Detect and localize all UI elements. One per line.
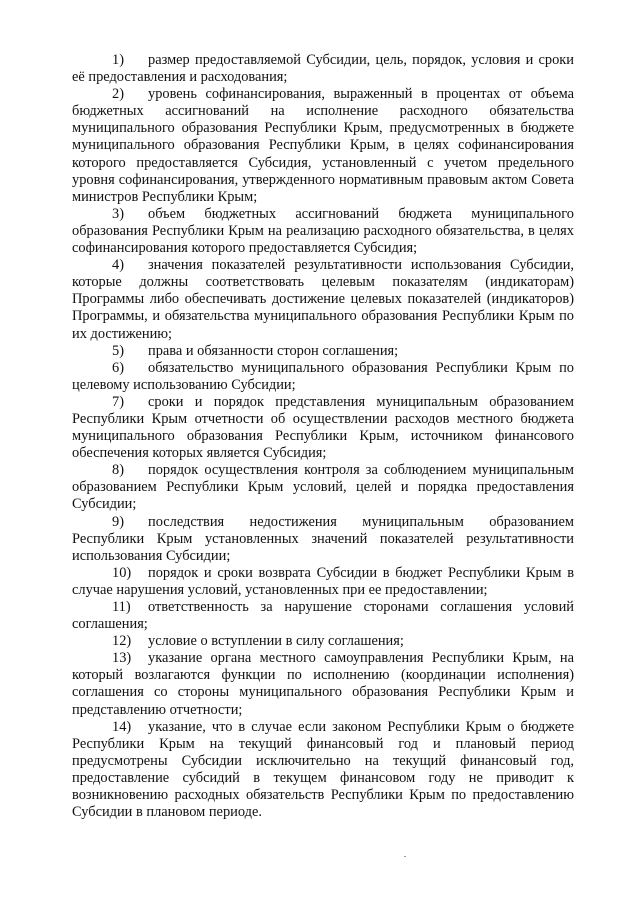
item-number: 14) (112, 718, 132, 735)
item-text: обязательство муниципального образования Республики Крым по целевому использованию Субсидии; (72, 359, 574, 393)
item-text: объем бюджетных ассигнований бюджета муниципального образования Республики Крым на реализацию расходного обязательства, в целях софинансирования которого предоставляется Субсидия; (72, 205, 574, 257)
scan-speck (404, 856, 406, 857)
list-item-2 (72, 86, 574, 206)
list-item-12 (72, 633, 574, 650)
item-number: 7) (112, 393, 124, 410)
item-text: указание органа местного самоуправления Республики Крым, на который возлагаются функции по исполнению (координации исполнения) соглашения со стороны муниципального образования Республики Крым и представлению отчетности; (72, 650, 574, 718)
item-number: 5) (112, 342, 124, 359)
item-text: порядок и сроки возврата Субсидии в бюджет Республики Крым в случае нарушения условий, установленных при ее предоставлении; (72, 564, 574, 598)
list-item-8 (72, 462, 574, 513)
item-text: уровень софинансирования, выраженный в процентах от объема бюджетных ассигнований на исполнение расходного обязательства муниципального образования Республики Крым, предусмотренных в бюджете муниципального образования Республики Крым, в целях софинансирования которого предоставляется Субсидия, установленный с учетом предельного уровня софинансирования, утвержденного нормативным правовым актом Совета министров Республики Крым; (72, 86, 574, 205)
item-text: сроки и порядок представления муниципальным образованием Республики Крым отчетности об осуществлении расходов местного бюджета муниципального образования Республики Крым, источником финансового обеспечения которых является Субсидия; (72, 393, 574, 462)
list-item-6 (72, 360, 574, 394)
item-number: 12) (112, 633, 132, 650)
list-item-7 (72, 394, 574, 462)
item-text: права и обязанности сторон соглашения; (148, 342, 399, 359)
item-number: 3) (112, 205, 124, 222)
item-number: 4) (112, 257, 124, 274)
document-page (72, 52, 574, 821)
list-item-4 (72, 257, 574, 342)
item-text: ответственность за нарушение сторонами соглашения условий соглашения; (72, 599, 574, 633)
item-text: размер предоставляемой Субсидии, цель, порядок, условия и сроки её предоставления и расходования; (72, 52, 574, 86)
item-number: 8) (112, 462, 124, 479)
item-text: значения показателей результативности использования Субсидии, которые должны соответствовать целевым показателям (индикаторам) Программы либо обеспечивать достижение целевых показателей (индикаторов) Программы, и обязательства муниципального образования Республики Крым по их достижению; (72, 257, 574, 342)
item-number: 13) (112, 650, 132, 667)
list-item-14 (72, 719, 574, 822)
item-text: указание, что в случае если законом Республики Крым о бюджете Республики Крым на текущий финансовый год и плановый период предусмотрены Субсидии исключительно на текущий финансовый год, предоставление субсидий в текущем финансовом году не приводит к возникновению расходных обязательств Республики Крым по предоставлению Субсидии в плановом периоде. (72, 718, 574, 821)
list-item-10 (72, 565, 574, 599)
list-item-11 (72, 599, 574, 633)
item-text: последствия недостижения муниципальным образованием Республики Крым установленных значений показателей результативности использования Субсидии; (72, 513, 574, 564)
list-item-5 (72, 343, 574, 360)
item-number: 11) (112, 599, 131, 615)
list-item-9 (72, 514, 574, 565)
item-number: 1) (112, 52, 124, 68)
item-number: 10) (112, 564, 132, 581)
list-item-13 (72, 650, 574, 718)
item-number: 6) (112, 359, 124, 376)
item-text: условие о вступлении в силу соглашения; (148, 633, 404, 650)
list-item-3 (72, 206, 574, 257)
item-text: порядок осуществления контроля за соблюдением муниципальным образованием Республики Крым условий, целей и порядка предоставления Субсидии; (72, 462, 574, 513)
item-number: 9) (112, 513, 124, 530)
list-item-1 (72, 52, 574, 86)
item-number: 2) (112, 86, 124, 103)
